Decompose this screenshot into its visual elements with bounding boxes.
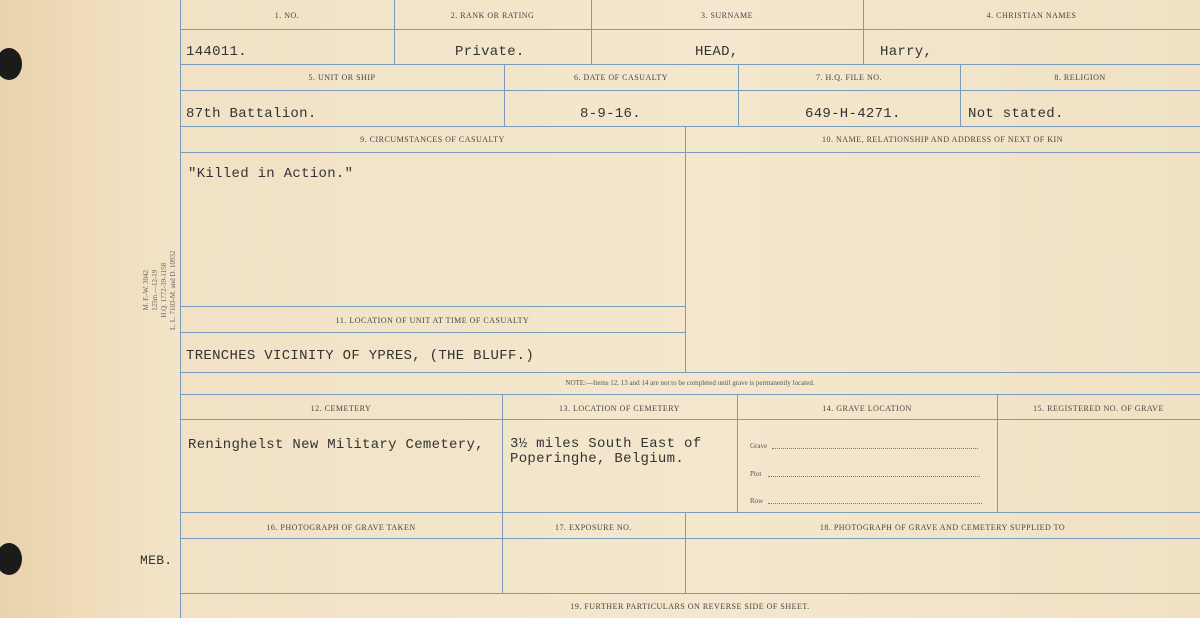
rule [180,90,1200,91]
header-cemetery: 12. CEMETERY [310,404,372,413]
rule [502,394,503,593]
rule [180,306,685,307]
header-christian-names: 4. CHRISTIAN NAMES [986,11,1077,20]
header-date: 6. DATE OF CASUALTY [573,73,669,82]
hq-file-value: 649-H-4271. [805,106,901,122]
surname-value: HEAD, [695,44,739,60]
note-text: NOTE:—Items 12, 13 and 14 are not to be completed until grave is permanently located. [565,379,815,387]
rank-value: Private. [455,44,525,60]
rule [394,0,395,64]
service-number: 144011. [186,44,247,60]
header-location-unit: 11. LOCATION OF UNIT AT TIME OF CASUALTY [335,316,530,325]
header-photograph-taken: 16. PHOTOGRAPH OF GRAVE TAKEN [266,523,416,532]
location-cemetery-line2: Poperinghe, Belgium. [510,451,685,467]
rule [180,394,1200,395]
clerk-initials: MEB. [140,553,173,568]
header-photograph-supplied: 18. PHOTOGRAPH OF GRAVE AND CEMETERY SUPPLIED TO [819,523,1066,532]
circumstances-value: "Killed in Action." [188,166,354,182]
header-circumstances: 9. CIRCUMSTANCES OF CASUALTY [360,135,505,144]
row-dotline [768,502,982,504]
header-surname: 3. SURNAME [700,11,754,20]
header-unit: 5. UNIT OR SHIP [308,73,376,82]
unit-value: 87th Battalion. [186,106,317,122]
location-cemetery-line1: 3½ miles South East of [510,436,702,452]
rule [180,538,1200,539]
plot-dotline [768,475,980,477]
header-religion: 8. RELIGION [1054,73,1106,82]
date-value: 8-9-16. [580,106,641,122]
rule [180,64,1200,65]
header-location-cemetery: 13. LOCATION OF CEMETERY [559,404,680,413]
rule [180,372,1200,373]
header-registered-no: 15. REGISTERED NO. OF GRAVE [1033,404,1164,413]
rule [180,419,1200,420]
row-label: Row [750,497,764,505]
cemetery-value: Reninghelst New Military Cemetery, [188,437,484,453]
rule [180,29,1200,30]
grave-label: Grave [750,442,768,450]
rule [180,126,1200,127]
rule [685,126,686,372]
rule [180,512,1200,513]
header-rank: 2. RANK OR RATING [450,11,535,20]
header-hq-file: 7. H.Q. FILE NO. [816,73,882,82]
rule [180,593,1200,594]
header-no: 1. NO. [274,11,300,20]
grave-dotline [772,447,978,449]
plot-label: Plot [750,470,762,478]
religion-value: Not stated. [968,106,1064,122]
header-exposure: 17. EXPOSURE NO. [555,523,632,532]
rule [180,332,685,333]
location-unit-value: TRENCHES VICINITY OF YPRES, (THE BLUFF.) [186,348,535,364]
header-next-of-kin: 10. NAME, RELATIONSHIP AND ADDRESS OF NEXT OF KIN [822,135,1063,144]
header-further-particulars: 19. FURTHER PARTICULARS ON REVERSE SIDE OF SHEET. [570,602,810,611]
rule [863,0,864,64]
header-grave-location: 14. GRAVE LOCATION [822,404,912,413]
rule [180,152,1200,153]
christian-names-value: Harry, [880,44,933,60]
printer-imprint: M. F.-W. 3042 125m.—12-19 H.Q. 1772-39-1158 L. L. 7103-M. and D. 10932 [142,250,177,330]
rule [591,0,592,64]
